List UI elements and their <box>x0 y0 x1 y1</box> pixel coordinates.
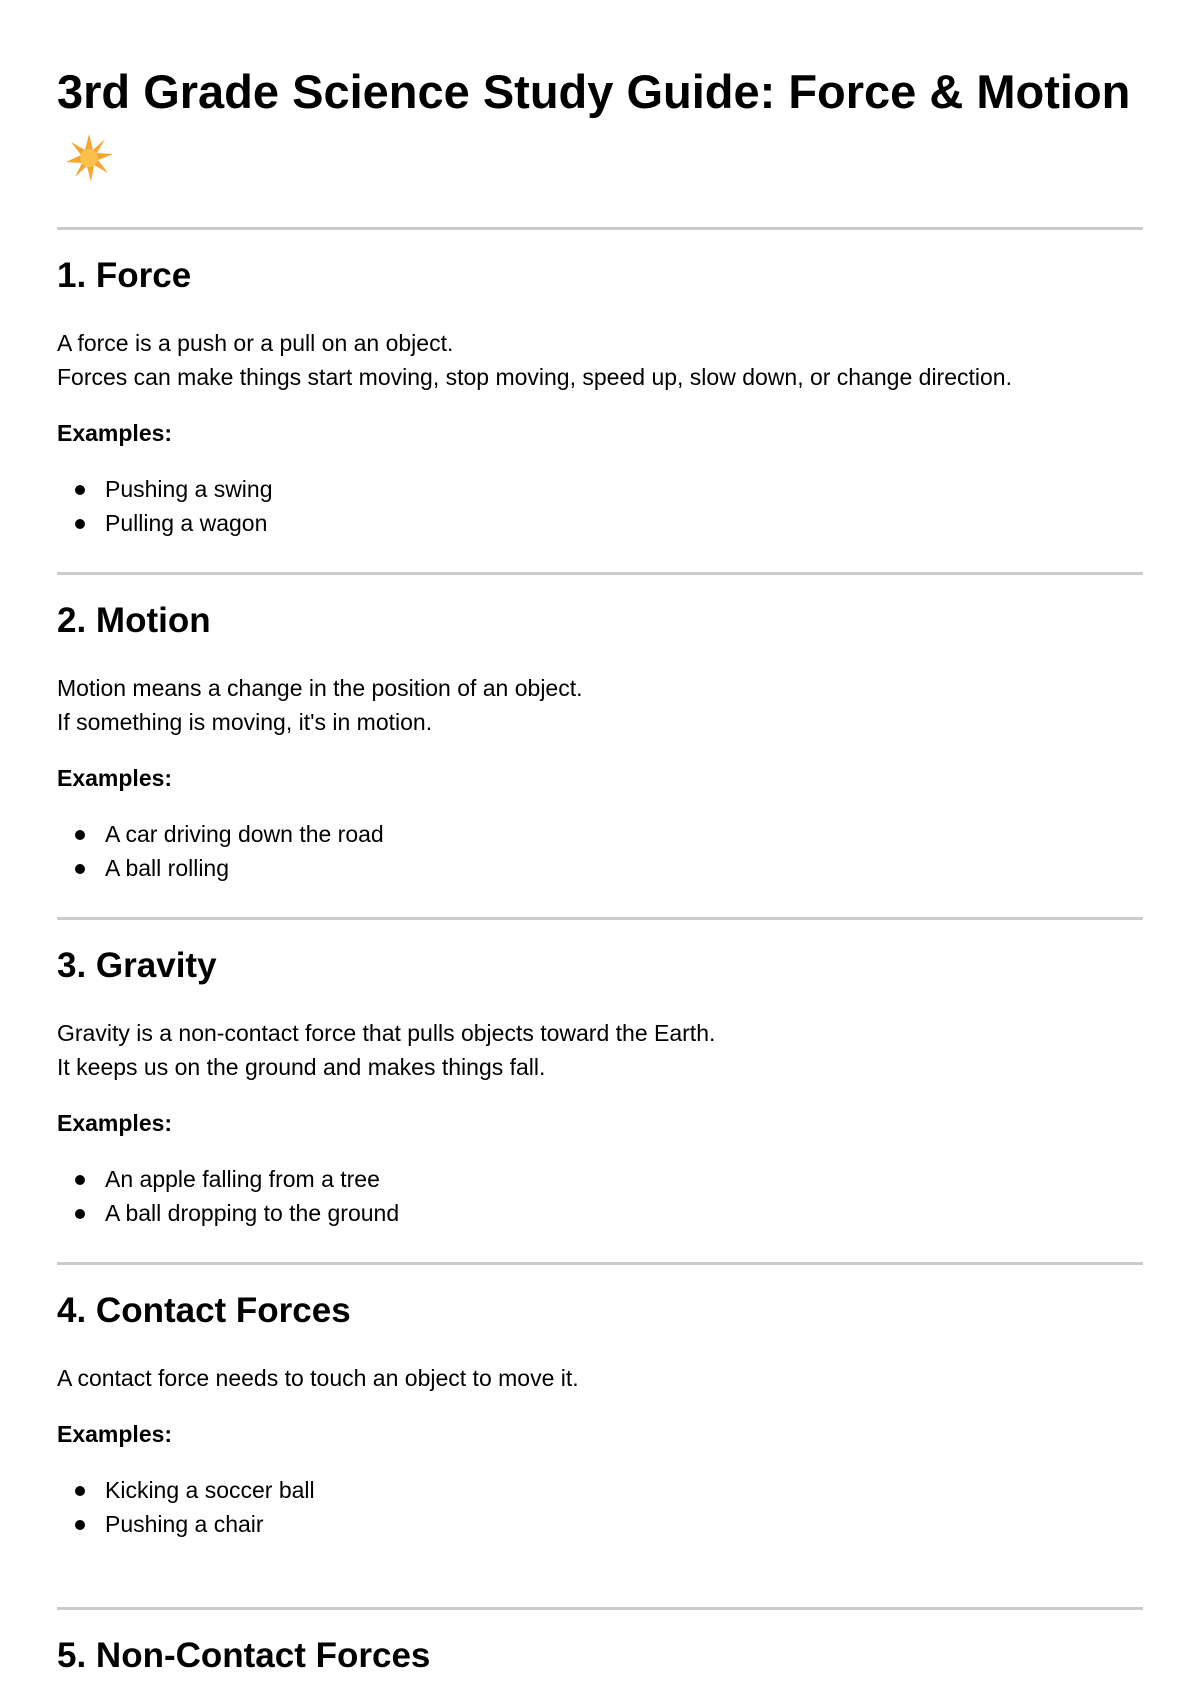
list-item <box>57 472 1143 506</box>
list-item <box>57 1196 1143 1230</box>
section-description <box>57 326 1143 394</box>
description-line: It keeps us on the ground and makes things fall. <box>57 1054 546 1080</box>
section-contact-forces <box>57 1265 1143 1607</box>
description-line: If something is moving, it's in motion. <box>57 709 433 735</box>
section-heading: 4. Contact Forces <box>57 1291 351 1330</box>
page-title <box>57 0 1143 194</box>
section-description <box>57 671 1143 739</box>
list-item <box>57 851 1143 885</box>
section-heading: 3. Gravity <box>57 946 217 985</box>
list-item-text: Kicking a soccer ball <box>105 1477 315 1503</box>
bullet-icon <box>75 864 85 874</box>
description-line: Motion means a change in the position of an object. <box>57 675 583 701</box>
sparkle-star-icon <box>63 132 115 184</box>
list-item <box>57 817 1143 851</box>
section-non-contact-forces <box>57 1610 1143 1676</box>
examples-list <box>57 1473 1143 1541</box>
list-item-text: A car driving down the road <box>105 821 384 847</box>
page-title-text: 3rd Grade Science Study Guide: Force & Motion <box>57 65 1131 118</box>
examples-list <box>57 1162 1143 1230</box>
bullet-icon <box>75 485 85 495</box>
description-line: A contact force needs to touch an object to move it. <box>57 1365 579 1391</box>
list-item-text: A ball rolling <box>105 855 230 881</box>
section-force <box>57 230 1143 572</box>
examples-label: Examples: <box>57 765 173 791</box>
bullet-icon <box>75 1175 85 1185</box>
description-line: Gravity is a non-contact force that pulls objects toward the Earth. <box>57 1020 716 1046</box>
bullet-icon <box>75 830 85 840</box>
description-line: A force is a push or a pull on an object. <box>57 330 454 356</box>
section-heading: 2. Motion <box>57 601 211 640</box>
list-item-text: An apple falling from a tree <box>105 1166 380 1192</box>
section-motion <box>57 575 1143 917</box>
bullet-icon <box>75 1486 85 1496</box>
list-item <box>57 1473 1143 1507</box>
list-item-text: A ball dropping to the ground <box>105 1200 400 1226</box>
list-item <box>57 1162 1143 1196</box>
description-line: Forces can make things start moving, stop moving, speed up, slow down, or change direction. <box>57 364 1012 390</box>
examples-list <box>57 817 1143 885</box>
section-description <box>57 1016 1143 1084</box>
section-gravity <box>57 920 1143 1262</box>
bullet-icon <box>75 1209 85 1219</box>
list-item <box>57 1507 1143 1541</box>
section-description <box>57 1361 1143 1395</box>
list-item-text: Pushing a chair <box>105 1511 264 1537</box>
section-heading: 1. Force <box>57 256 192 295</box>
list-item <box>57 506 1143 540</box>
examples-list <box>57 472 1143 540</box>
list-item-text: Pulling a wagon <box>105 510 268 536</box>
bullet-icon <box>75 1520 85 1530</box>
bullet-icon <box>75 519 85 529</box>
section-heading: 5. Non-Contact Forces <box>57 1636 431 1675</box>
examples-label: Examples: <box>57 420 173 446</box>
examples-label: Examples: <box>57 1110 173 1136</box>
examples-label: Examples: <box>57 1421 173 1447</box>
list-item-text: Pushing a swing <box>105 476 273 502</box>
